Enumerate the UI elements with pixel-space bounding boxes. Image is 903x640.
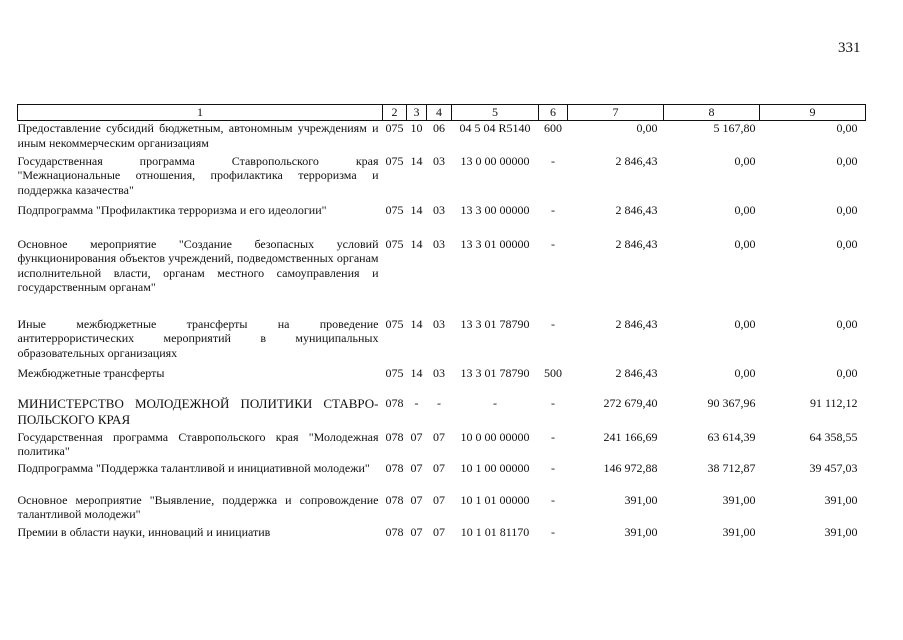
- row-name: Подпрограмма "Профилактика терроризма и его идеологии": [17, 202, 327, 217]
- cell-subsection: 03: [433, 236, 445, 251]
- cell-subsection: 03: [433, 153, 445, 168]
- cell-target: 13 3 00 00000: [460, 202, 530, 217]
- row-name: МИНИСТЕРСТВО МОЛОДЕЖНОЙ ПОЛИТИКИ СТАВРО-ПОЛЬСКОГО КРАЯ: [17, 395, 379, 427]
- row-name: Предоставление субсидий бюджетным, автономным учреждениям и иным некоммерческим организациям: [17, 121, 379, 150]
- table-row: [18, 430, 866, 461]
- cell-amount-9: 64 358,55: [809, 429, 858, 444]
- cell-expense-type: -: [551, 153, 555, 168]
- cell-amount-8: 90 367,96: [707, 395, 756, 410]
- row-name: Подпрограмма "Поддержка талантливой и инициативной молодежи": [17, 460, 370, 475]
- header-col-3: 3: [407, 105, 427, 121]
- table-row: [18, 317, 866, 366]
- row-name: Иные межбюджетные трансферты на проведение антитеррористических мероприятий в муниципальных образовательных организациях: [17, 316, 379, 360]
- cell-expense-type: -: [551, 202, 555, 217]
- cell-amount-7: 2 846,43: [615, 316, 658, 331]
- cell-target: 13 3 01 00000: [460, 236, 530, 251]
- cell-amount-9: 39 457,03: [809, 460, 858, 475]
- cell-section: 14: [410, 153, 423, 168]
- cell-amount-7: 241 166,69: [603, 429, 658, 444]
- cell-ministry: 078: [385, 429, 404, 444]
- cell-target: 10 1 01 00000: [460, 492, 530, 507]
- cell-target: 10 1 01 81170: [460, 524, 530, 539]
- cell-amount-7: 146 972,88: [603, 460, 658, 475]
- cell-ministry: 075: [385, 316, 404, 331]
- cell-ministry: 075: [385, 202, 404, 217]
- cell-section: -: [414, 395, 419, 410]
- header-col-8: 8: [664, 105, 760, 121]
- cell-amount-8: 63 614,39: [707, 429, 756, 444]
- cell-subsection: 03: [433, 365, 445, 380]
- cell-target: 10 0 00 00000: [460, 429, 530, 444]
- cell-ministry: 075: [385, 153, 404, 168]
- cell-amount-9: 0,00: [836, 121, 858, 135]
- cell-ministry: 078: [385, 492, 404, 507]
- cell-amount-9: 391,00: [824, 492, 858, 507]
- cell-amount-9: 391,00: [824, 524, 858, 539]
- header-col-1: 1: [18, 105, 383, 121]
- cell-section: 14: [410, 316, 423, 331]
- cell-subsection: 03: [433, 316, 445, 331]
- header-col-5: 5: [452, 105, 539, 121]
- header-col-7: 7: [568, 105, 664, 121]
- cell-section: 10: [410, 121, 423, 135]
- cell-ministry: 078: [385, 395, 404, 410]
- cell-subsection: 07: [433, 492, 445, 507]
- cell-amount-8: 38 712,87: [707, 460, 756, 475]
- cell-amount-9: 91 112,12: [809, 395, 858, 410]
- cell-amount-8: 0,00: [734, 153, 756, 168]
- cell-expense-type: -: [551, 524, 555, 539]
- table-row: [18, 525, 866, 545]
- cell-section: 07: [410, 492, 423, 507]
- cell-ministry: 078: [385, 524, 404, 539]
- table-row: [18, 121, 866, 154]
- table-row: [18, 396, 866, 430]
- cell-amount-8: 0,00: [734, 202, 756, 217]
- cell-amount-7: 272 679,40: [603, 395, 658, 410]
- cell-amount-7: 391,00: [624, 524, 658, 539]
- row-name: Основное мероприятие "Выявление, поддержка и сопровождение талантливой молодежи": [17, 492, 379, 521]
- table-row: [18, 461, 866, 493]
- cell-section: 14: [410, 365, 423, 380]
- cell-amount-7: 0,00: [636, 121, 658, 135]
- cell-subsection: 07: [433, 524, 445, 539]
- cell-amount-8: 0,00: [734, 236, 756, 251]
- header-col-2: 2: [383, 105, 407, 121]
- cell-section: 14: [410, 236, 423, 251]
- cell-amount-7: 2 846,43: [615, 365, 658, 380]
- cell-ministry: 078: [385, 460, 404, 475]
- budget-table: [17, 104, 866, 545]
- cell-section: 07: [410, 460, 423, 475]
- row-name: Премии в области науки, инноваций и инициатив: [17, 524, 271, 539]
- cell-expense-type: -: [551, 316, 555, 331]
- cell-subsection: 07: [433, 429, 445, 444]
- cell-expense-type: -: [551, 429, 555, 444]
- cell-target: 13 3 01 78790: [460, 316, 530, 331]
- cell-amount-9: 0,00: [836, 365, 858, 380]
- table-row: [18, 366, 866, 396]
- cell-amount-8: 0,00: [734, 365, 756, 380]
- table-row: [18, 237, 866, 317]
- cell-amount-8: 391,00: [722, 524, 756, 539]
- cell-amount-7: 391,00: [624, 492, 658, 507]
- header-row: [18, 105, 866, 121]
- cell-target: 10 1 00 00000: [460, 460, 530, 475]
- cell-subsection: 03: [433, 202, 445, 217]
- header-col-4: 4: [427, 105, 452, 121]
- row-name: Основное мероприятие "Создание безопасных условий функционирования объектов учреждений, подведомственных органам исполнительной власти, органам местного самоуправления и государственным органам": [17, 236, 379, 294]
- cell-amount-9: 0,00: [836, 153, 858, 168]
- cell-target: 04 5 04 R5140: [459, 121, 531, 135]
- cell-amount-7: 2 846,43: [615, 202, 658, 217]
- row-name: Государственная программа Ставропольского края "Межнациональные отношения, профилактика терроризма и поддержка казачества": [17, 153, 379, 197]
- page-number: 331: [838, 40, 861, 56]
- cell-expense-type: 500: [544, 365, 562, 380]
- cell-section: 14: [410, 202, 423, 217]
- cell-expense-type: -: [551, 460, 555, 475]
- cell-expense-type: -: [551, 395, 555, 410]
- cell-expense-type: -: [551, 236, 555, 251]
- cell-section: 07: [410, 524, 423, 539]
- cell-ministry: 075: [385, 365, 404, 380]
- cell-amount-8: 391,00: [722, 492, 756, 507]
- cell-amount-9: 0,00: [836, 236, 858, 251]
- cell-subsection: 06: [433, 121, 445, 135]
- cell-target: 13 0 00 00000: [460, 153, 530, 168]
- table-row: [18, 203, 866, 237]
- row-name: Межбюджетные трансферты: [17, 365, 165, 380]
- cell-amount-7: 2 846,43: [615, 236, 658, 251]
- cell-target: -: [493, 395, 497, 410]
- table-row: [18, 154, 866, 203]
- header-col-6: 6: [539, 105, 568, 121]
- cell-target: 13 3 01 78790: [460, 365, 530, 380]
- cell-section: 07: [410, 429, 423, 444]
- cell-expense-type: 600: [544, 121, 562, 135]
- cell-subsection: -: [437, 395, 441, 410]
- cell-ministry: 075: [385, 236, 404, 251]
- header-col-9: 9: [760, 105, 866, 121]
- table-row: [18, 493, 866, 525]
- cell-amount-9: 0,00: [836, 316, 858, 331]
- cell-subsection: 07: [433, 460, 445, 475]
- cell-ministry: 075: [385, 121, 404, 135]
- cell-expense-type: -: [551, 492, 555, 507]
- cell-amount-9: 0,00: [836, 202, 858, 217]
- cell-amount-8: 5 167,80: [713, 121, 756, 135]
- cell-amount-7: 2 846,43: [615, 153, 658, 168]
- row-name: Государственная программа Ставропольского края "Молодежная политика": [17, 429, 379, 458]
- cell-amount-8: 0,00: [734, 316, 756, 331]
